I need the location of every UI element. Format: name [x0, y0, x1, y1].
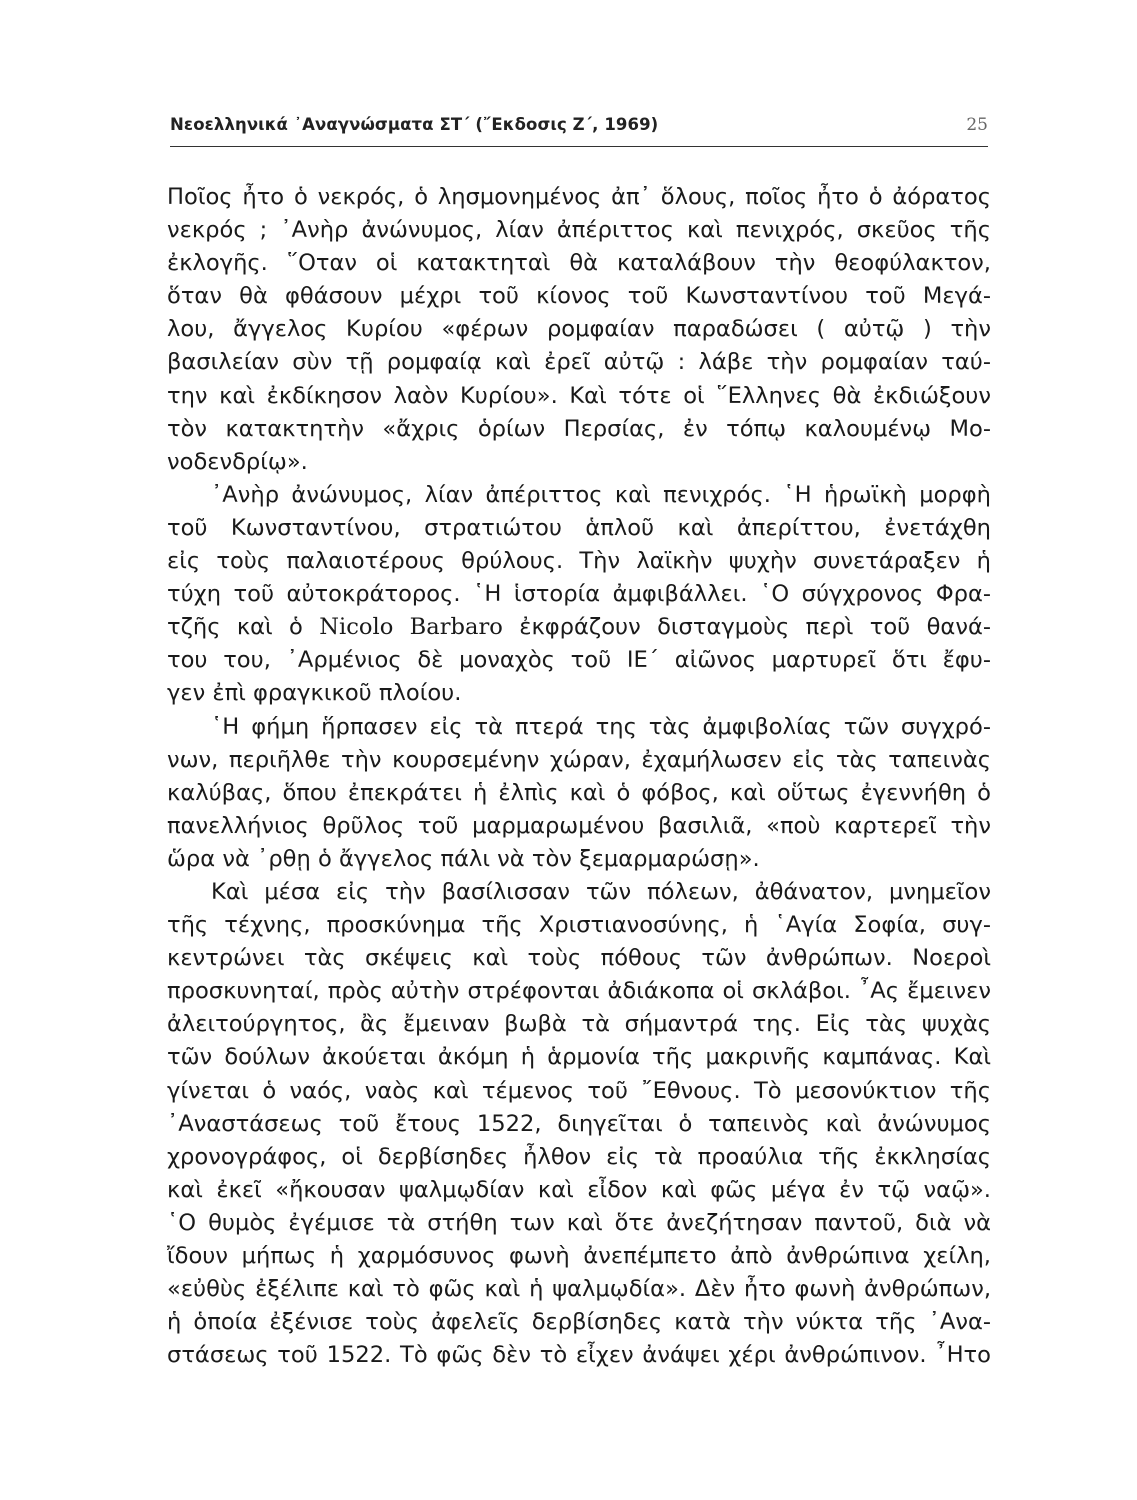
text-line: νοδενδρίῳ». — [167, 448, 308, 475]
text-line: ῾Ο θυμὸς ἐγέμισε τὰ στήθη των καὶ ὅτε ἀνεζήτησαν παντοῦ, διὰ νὰ — [167, 1209, 991, 1236]
text-line: «εὐθὺς ἐξέλιπε καὶ τὸ φῶς καὶ ἡ ψαλμῳδία». Δὲν ἦτο φωνὴ ἀνθρώπων, — [167, 1276, 991, 1303]
text-line: νων, περιῆλθε τὴν κουρσεμένην χώραν, ἐχαμήλωσεν εἰς τὰς ταπεινὰς — [167, 746, 991, 773]
paragraph-start-line: Καὶ μέσα εἰς τὴν βασίλισσαν τῶν πόλεων, ἀθάνατον, μνημεῖον — [211, 878, 991, 905]
text-line: ὥρα νὰ ᾿ρθῃ ὁ ἄγγελος πάλι νὰ τὸν ξεμαρμαρώσῃ». — [167, 845, 760, 872]
text-line: τοῦ Κωνσταντίνου, στρατιώτου ἁπλοῦ καὶ ἀπερίττου, ἐνετάχθη — [167, 514, 991, 541]
text-line: νεκρός ; ᾿Ανὴρ ἀνώνυμος, λίαν ἀπέριττος καὶ πενιχρός, σκεῦος τῆς — [167, 217, 991, 244]
text-line: καλύβας, ὅπου ἐπεκράτει ἡ ἐλπὶς καὶ ὁ φόβος, καὶ οὕτως ἐγεννήθη ὁ — [167, 779, 991, 806]
text-line: καὶ ἐκεῖ «ἤκουσαν ψαλμῳδίαν καὶ εἶδον καὶ φῶς μέγα ἐν τῷ ναῷ». — [167, 1176, 991, 1203]
text-line: ὅταν θὰ φθάσουν μέχρι τοῦ κίονος τοῦ Κωνσταντίνου τοῦ Μεγά- — [167, 283, 991, 310]
text-line: τῶν δούλων ἀκούεται ἀκόμη ἡ ἁρμονία τῆς μακρινῆς καμπάνας. Καὶ — [167, 1044, 991, 1071]
header-rule — [170, 146, 988, 147]
header-title: Νεοελληνικά ᾿Αναγνώσματα ΣΤ΄ (῎Εκδοσις Ζ΄, 1969) — [170, 115, 659, 134]
text-line: Ποῖος ἦτο ὁ νεκρός, ὁ λησμονημένος ἀπ᾿ ὅλους, ποῖος ἦτο ὁ ἀόρατος — [167, 184, 991, 210]
text-line: προσκυνηταί, πρὸς αὐτὴν στρέφονται ἀδιάκοπα οἱ σκλάβοι. ῏Ας ἔμεινεν — [167, 978, 991, 1005]
body-text — [167, 181, 991, 1372]
paragraph-start-line: ῾Η φήμη ἥρπασεν εἰς τὰ πτερά της τὰς ἀμφιβολίας τῶν συγχρό- — [211, 713, 991, 740]
text-segment: ἐκφράζουν δισταγμοὺς περὶ τοῦ θανά- — [519, 614, 991, 641]
text-line: γεν ἐπὶ φραγκικοῦ πλοίου. — [167, 680, 462, 707]
text-segment: τζῆς καὶ ὁ — [167, 614, 303, 641]
text-line: ᾿Αναστάσεως τοῦ ἔτους 1522, διηγεῖται ὁ ταπεινὸς καὶ ἀνώνυμος — [167, 1110, 991, 1137]
text-line: πανελλήνιος θρῦλος τοῦ μαρμαρωμένου βασιλιᾶ, «ποὺ καρτερεῖ τὴν — [167, 812, 991, 839]
text-line: ἴδουν μήπως ἡ χαρμόσυνος φωνὴ ἀνεπέμπετο ἀπὸ ἀνθρώπινα χείλη, — [167, 1243, 991, 1269]
latin-name: Nicolo Barbaro — [319, 614, 503, 641]
text-line: βασιλείαν σὺν τῇ ρομφαίᾳ καὶ ἐρεῖ αὐτῷ : λάβε τὴν ρομφαίαν ταύ- — [167, 349, 991, 376]
running-header — [170, 115, 988, 145]
page-number: 25 — [966, 115, 988, 135]
text-line: γίνεται ὁ ναός, ναὸς καὶ τέμενος τοῦ ῎Εθνους. Τὸ μεσονύκτιον τῆς — [167, 1077, 991, 1104]
text-line: ἀλειτούργητος, ἂς ἔμειναν βωβὰ τὰ σήμαντρά της. Εἰς τὰς ψυχὰς — [167, 1011, 991, 1038]
text-line: εἰς τοὺς παλαιοτέρους θρύλους. Τὴν λαϊκὴν ψυχὴν συνετάραξεν ἡ — [167, 548, 991, 575]
text-line: τύχη τοῦ αὐτοκράτορος. ῾Η ἱστορία ἀμφιβάλλει. ῾Ο σύγχρονος Φρα- — [167, 581, 991, 608]
text-line: την καὶ ἐκδίκησον λαὸν Κυρίου». Καὶ τότε οἱ ῞Ελληνες θὰ ἐκδιώξουν — [167, 382, 991, 409]
text-line: τῆς τέχνης, προσκύνημα τῆς Χριστιανοσύνης, ἡ ῾Αγία Σοφία, συγ- — [167, 912, 991, 939]
text-line: λου, ἄγγελος Κυρίου «φέρων ρομφαίαν παραδώσει ( αὐτῷ ) τὴν — [167, 316, 991, 343]
text-line: κεντρώνει τὰς σκέψεις καὶ τοὺς πόθους τῶν ἀνθρώπων. Νοεροὶ — [167, 945, 991, 972]
text-line: στάσεως τοῦ 1522. Τὸ φῶς δὲν τὸ εἶχεν ἀνάψει χέρι ἀνθρώπινον. ῏Ητο — [167, 1342, 991, 1369]
text-line: τὸν κατακτητὴν «ἄχρις ὁρίων Περσίας, ἐν τόπῳ καλουμένῳ Μο- — [167, 415, 991, 442]
text-line: του του, ᾿Αρμένιος δὲ μοναχὸς τοῦ ΙΕ΄ αἰῶνος μαρτυρεῖ ὅτι ἔφυ- — [167, 647, 991, 674]
text-line: ἡ ὁποία ἐξένισε τοὺς ἀφελεῖς δερβίσηδες κατὰ τὴν νύκτα τῆς ᾿Ανα- — [167, 1309, 991, 1336]
paragraph-start-line: ᾿Ανὴρ ἀνώνυμος, λίαν ἀπέριττος καὶ πενιχρός. ῾Η ἡρωϊκὴ μορφὴ — [211, 481, 991, 508]
text-line: χρονογράφος, οἱ δερβίσηδες ἦλθον εἰς τὰ προαύλια τῆς ἐκκλησίας — [167, 1143, 991, 1170]
text-line — [167, 611, 991, 644]
text-line: ἐκλογῆς. ῞Οταν οἱ κατακτηταὶ θὰ καταλάβουν τὴν θεοφύλακτον, — [167, 250, 991, 277]
